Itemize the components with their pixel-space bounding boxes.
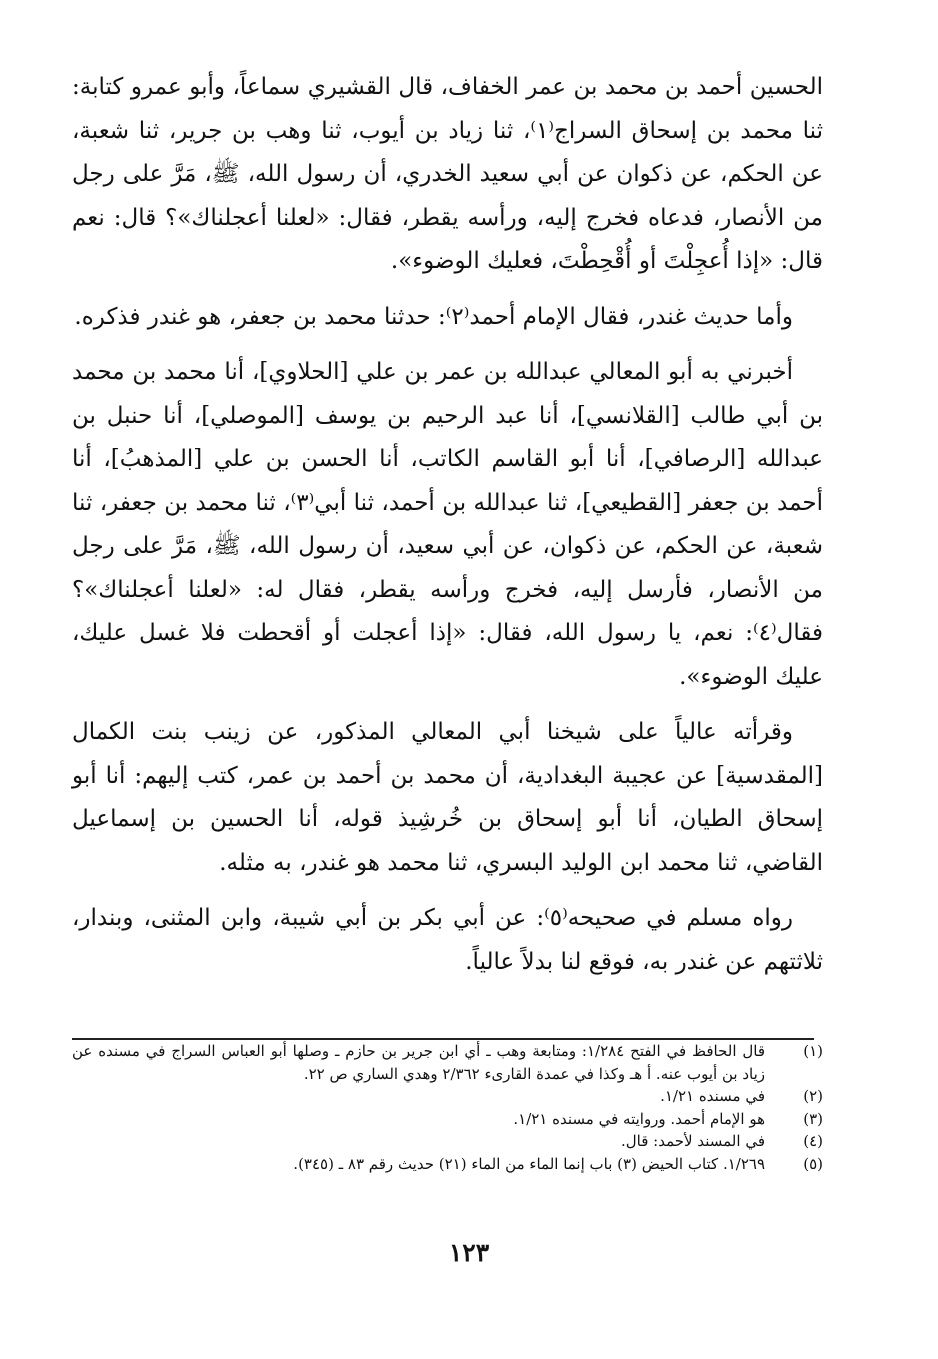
page-number: ١٢٣	[448, 1238, 490, 1267]
footnote-3	[72, 1108, 823, 1131]
footnote-text: ١/٢٦٩. كتاب الحيض (٣) باب إنما الماء من الماء (٢١) حديث رقم ٨٣ ـ (٣٤٥).	[293, 1154, 765, 1173]
footnote-4	[72, 1130, 823, 1153]
footnote-number: (٢)	[803, 1087, 823, 1105]
footnote-2	[72, 1085, 823, 1108]
footnote-number: (٤)	[803, 1132, 823, 1150]
paragraph-1: الحسين أحمد بن محمد بن عمر الخفاف، قال القشيري سماعاً، وأبو عمرو كتابة: ثنا محمد بن إسحاق السراج⁽١⁾، ثنا زياد بن أيوب، ثنا وهب بن جرير، ثنا شعبة، عن الحكم، عن ذكوان عن أبي سعيد الخدري، أن رسول الله، ﷺ، مَرَّ على رجل من الأنصار، فدعاه فخرج إليه، ورأسه يقطر، فقال: «لعلنا أعجلناك»؟ قال: نعم قال: «إذا أُعجِلْتَ أو أُقْحِطْتَ، فعليك الوضوء».	[72, 74, 823, 274]
footnotes	[72, 1040, 823, 1175]
footnote-text: هو الإمام أحمد. وروايته في مسنده ١/٢١.	[513, 1109, 765, 1128]
main-text	[72, 66, 823, 996]
footnote-number: (١)	[803, 1042, 823, 1060]
footnote-text: قال الحافظ في الفتح ١/٢٨٤: ومتابعة وهب ـ أي ابن جرير بن حازم ـ وصلها أبو العباس السراج في مسنده عن زياد بن أيوب عنه. أ هـ وكذا في عمدة القارىء ٢/٣٦٢ وهدي الساري ص ٢٢.	[72, 1042, 765, 1083]
paragraph-2: وأما حديث غندر، فقال الإمام أحمد⁽٢⁾: حدثنا محمد بن جعفر، هو غندر فذكره.	[74, 303, 793, 330]
footnote-number: (٥)	[803, 1154, 823, 1173]
paragraph-5: رواه مسلم في صحيحه⁽٥⁾: عن أبي بكر بن أبي شيبة، وابن المثنى، وبندار، ثلاثتهم عن غندر به، فوقع لنا بدلاً عالياً.	[72, 905, 823, 975]
paragraph-4: وقرأته عالياً على شيخنا أبي المعالي المذكور، عن زينب بنت الكمال [المقدسية] عن عجيبة البغدادية، أن محمد بن أحمد بن عمر، كتب إليهم: أنا أبو إسحاق الطيان، أنا أبو إسحاق بن خُرشِيذ قوله، أنا الحسين بن إسماعيل القاضي، ثنا محمد ابن الوليد البسري، ثنا محمد هو غندر، به مثله.	[72, 719, 823, 876]
footnote-1	[72, 1040, 823, 1085]
footnote-5	[72, 1153, 823, 1176]
paragraph-3: أخبرني به أبو المعالي عبدالله بن عمر بن علي [الحلاوي]، أنا محمد بن محمد بن أبي طالب [القلانسي]، أنا عبد الرحيم بن يوسف [الموصلي]، أنا حنبل بن عبدالله [الرصافي]، أنا أبو القاسم الكاتب، أنا الحسن بن علي [المذهبُ]، أنا أحمد بن جعفر [القطيعي]، ثنا عبدالله بن أحمد، ثنا أبي⁽٣⁾، ثنا محمد بن جعفر، ثنا شعبة، عن الحكم، عن ذكوان، عن أبي سعيد، أن رسول الله، ﷺ، مَرَّ على رجل من الأنصار، فأرسل إليه، فخرج ورأسه يقطر، فقال له: «لعلنا أعجلناك»؟ فقال⁽٤⁾: نعم، يا رسول الله، فقال: «إذا أعجلت أو أقحطت فلا غسل عليك، عليك الوضوء».	[72, 359, 823, 690]
footnote-text: في مسنده ١/٢١.	[660, 1087, 765, 1105]
footnote-text: في المسند لأحمد: قال.	[620, 1132, 765, 1150]
footnote-number: (٣)	[803, 1109, 823, 1128]
